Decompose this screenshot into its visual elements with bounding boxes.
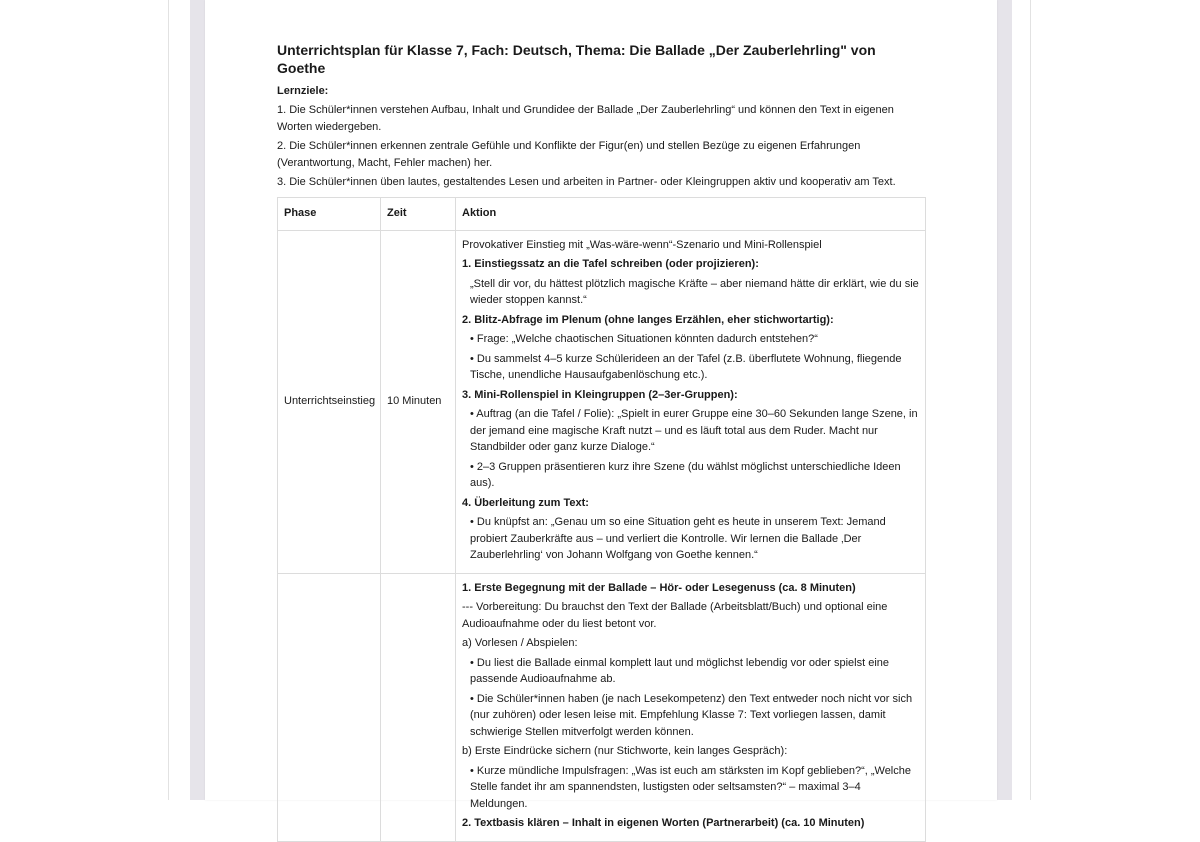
- goals-label: Lernziele:: [277, 85, 329, 97]
- goal-3: 3. Die Schüler*innen üben lautes, gestaltendes Lesen und arbeiten in Partner- oder Kleingruppen aktiv und kooperativ am Text.: [277, 176, 896, 188]
- lesson-plan-table: [277, 197, 926, 842]
- action-step-heading: 3. Mini-Rollenspiel in Kleingruppen (2–3er-Gruppen):: [462, 388, 738, 401]
- phase-cell: Unterrichtseinstieg: [278, 230, 381, 573]
- action-bullet: • Du knüpfst an: „Genau um so eine Situation geht es heute in unserem Text: Jemand probiert Zauberkräfte aus – und verliert die Kontrolle. Wir lernen die Ballade ‚Der Zauberlehrling‘ von Johann Wolfgang von Goethe kennen.“: [470, 516, 886, 561]
- table-row: [278, 230, 926, 573]
- action-subheading: a) Vorlesen / Abspielen:: [462, 637, 578, 649]
- header-action: Aktion: [456, 197, 926, 230]
- table-row: [278, 573, 926, 841]
- goal-2: 2. Die Schüler*innen erkennen zentrale Gefühle und Konflikte der Figur(en) und stellen Bezüge zu eigenen Erfahrungen (Verantwortung, Macht, Fehler machen) her.: [277, 140, 861, 169]
- phase-cell: [278, 573, 381, 841]
- action-step-heading: 1. Erste Begegnung mit der Ballade – Hör- oder Lesegenuss (ca. 8 Minuten): [462, 581, 856, 594]
- action-quote: „Stell dir vor, du hättest plötzlich magische Kräfte – aber niemand hätte dir erklärt, wie du sie wieder stoppen kannst.“: [470, 277, 919, 306]
- outer-frame-right: [1030, 0, 1031, 800]
- action-cell: [456, 230, 926, 573]
- header-phase: Phase: [278, 197, 381, 230]
- action-subheading: b) Erste Eindrücke sichern (nur Stichworte, kein langes Gespräch):: [462, 745, 788, 757]
- header-time: Zeit: [381, 197, 456, 230]
- action-bullet: • Die Schüler*innen haben (je nach Lesekompetenz) den Text entweder noch nicht vor sich (nur zuhören) oder lesen leise mit. Empfehlung Klasse 7: Text vorliegen lassen, damit schwierige Stellen mitverfolgt werden können.: [470, 692, 913, 738]
- time-cell: 10 Minuten: [381, 230, 456, 573]
- action-intro: Provokativer Einstieg mit „Was-wäre-wenn“-Szenario und Mini-Rollenspiel: [462, 238, 822, 251]
- action-step-heading: 4. Überleitung zum Text:: [462, 496, 589, 509]
- action-bullet: • Frage: „Welche chaotischen Situationen könnten dadurch entstehen?“: [470, 333, 818, 345]
- document-title: Unterrichtsplan für Klasse 7, Fach: Deutsch, Thema: Die Ballade „Der Zauberlehrling" von Goethe: [277, 42, 876, 76]
- action-step-heading: 2. Textbasis klären – Inhalt in eigenen Worten (Partnerarbeit) (ca. 10 Minuten): [462, 817, 865, 829]
- action-bullet: • Du liest die Ballade einmal komplett laut und möglichst lebendig vor oder spielst eine passende Audioaufnahme ab.: [470, 656, 890, 685]
- page-content: [277, 41, 925, 842]
- action-bullet: • Du sammelst 4–5 kurze Schülerideen an der Tafel (z.B. überflutete Wohnung, fliegende Tische, unendliche Hausaufgabenlöschung etc.).: [470, 352, 902, 381]
- action-bullet: • Auftrag (an die Tafel / Folie): „Spielt in eurer Gruppe eine 30–60 Sekunden lange Szene, in der jemand eine magische Kraft nutzt – und es läuft total aus dem Ruder. Macht nur Standbilder oder ganz kurze Dialoge.“: [470, 408, 918, 453]
- goal-1: 1. Die Schüler*innen verstehen Aufbau, Inhalt und Grundidee der Ballade „Der Zauberlehrling“ und können den Text in eigenen Worten wiedergeben.: [277, 104, 894, 133]
- action-bullet: • Kurze mündliche Impulsfragen: „Was ist euch am stärksten im Kopf geblieben?“, „Welche Stelle fandet ihr am spannendsten, lustigsten oder seltsamsten?“ – maximal 3–4 Meldungen.: [470, 764, 911, 810]
- time-cell: [381, 573, 456, 841]
- document-page: [205, 0, 997, 829]
- action-note: --- Vorbereitung: Du brauchst den Text der Ballade (Arbeitsblatt/Buch) und optional eine Audioaufnahme oder du liest betont vor.: [462, 601, 888, 630]
- action-cell: [456, 573, 926, 841]
- outer-frame-left: [168, 0, 169, 800]
- table-header-row: [278, 197, 926, 230]
- action-bullet: • 2–3 Gruppen präsentieren kurz ihre Szene (du wählst möglichst unterschiedliche Ideen aus).: [470, 460, 901, 489]
- action-step-heading: 2. Blitz-Abfrage im Plenum (ohne langes Erzählen, eher stichwortartig):: [462, 313, 834, 326]
- action-step-heading: 1. Einstiegssatz an die Tafel schreiben (oder projizieren):: [462, 258, 759, 270]
